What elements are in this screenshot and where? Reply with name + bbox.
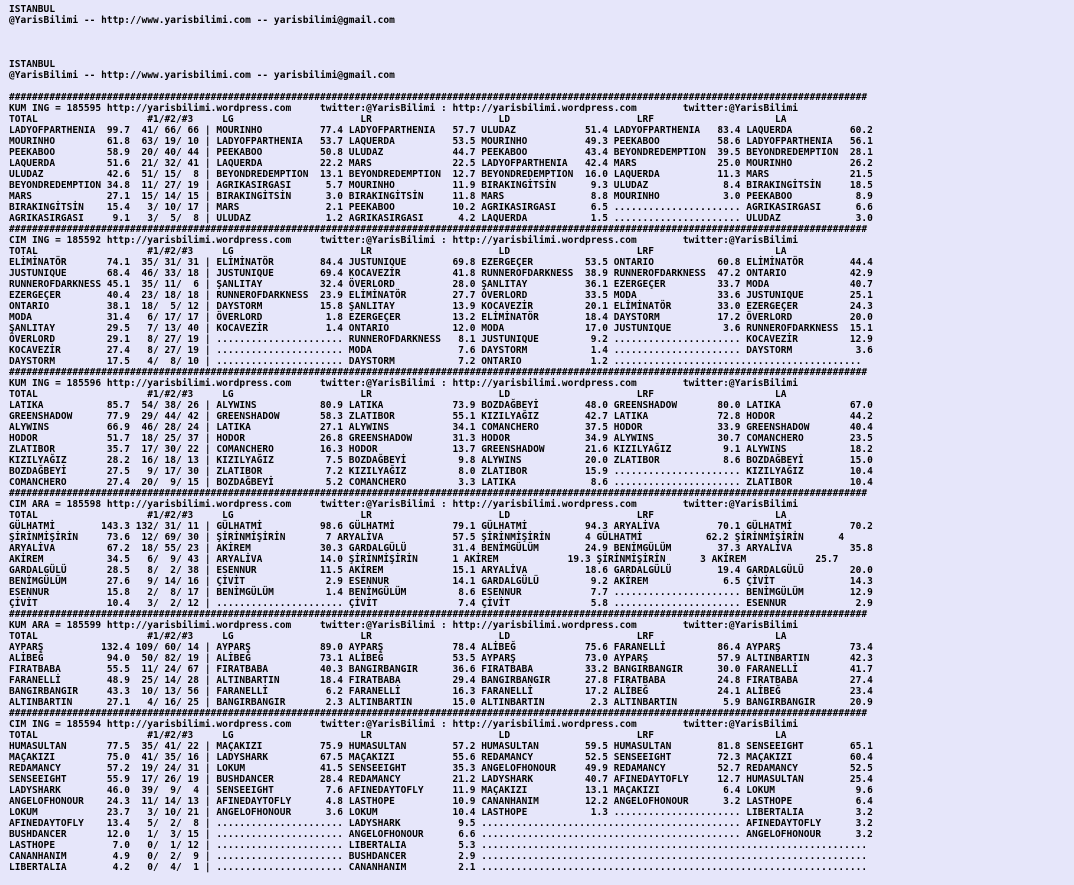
horse-row: LADYSHARK 46.0 39/ 9/ 4 | SENSEEIGHT 7.6 AFINEDAYTOFLY 11.9 MAÇAKIZI 13.1 MAÇAKIZI 6.4 LOKUM 9.6 xyxy=(9,785,873,796)
horse-row: FARANELLİ 48.9 25/ 14/ 28 | ALTINBARTIN 18.4 FIRATBABA 29.4 BANGIRBANGIR 27.8 FIRATBABA 24.8 FIRATBABA 27.4 xyxy=(9,675,873,686)
race-header-line: CIM ARA = 185598 http://yarisbilimi.wordpress.com twitter:@YarisBilimi : http://yarisbilimi.wordpress.com twitter:@YarisBilimi xyxy=(9,499,799,510)
horse-row: BEYONDREDEMPTION 34.8 11/ 27/ 19 | AGRIKASIRGASI 5.7 MOURINHO 11.9 BIRAKINGİTSİN 9.3 ULUDAZ 8.4 BIRAKINGİTSİN 18.5 xyxy=(9,180,873,191)
race-header-line: CIM ING = 185592 http://yarisbilimi.wordpress.com twitter:@YarisBilimi : http://yarisbilimi.wordpress.com twitter:@YarisBilimi xyxy=(9,235,799,246)
race-header-line: KUM ING = 185596 http://yarisbilimi.wordpress.com twitter:@YarisBilimi : http://yarisbilimi.wordpress.com twitter:@YarisBilimi xyxy=(9,378,799,389)
horse-row: ŞİRİNMİŞİRİN 73.6 12/ 69/ 30 | ŞİRİNMİŞİRİN 7 ARYALİVA 57.5 ŞİRİNMİŞİRİN 4 GÜLHATMİ 62.2 ŞİRİNMİŞİRİN 4 xyxy=(9,532,845,543)
horse-row: KOCAVEZİR 27.4 8/ 27/ 19 | ...................... MODA 7.6 DAYSTORM 1.4 ...................... DAYSTORM 3.6 xyxy=(9,345,873,356)
contact-line: @YarisBilimi -- http://www.yarisbilimi.com -- yarisbilimi@gmail.com xyxy=(9,15,395,26)
horse-row: GARDALGÜLÜ 28.5 8/ 2/ 38 | ESENNUR 11.5 AKİREM 15.1 ARYALİVA 18.6 GARDALGÜLÜ 19.4 GARDALGÜLÜ 20.0 xyxy=(9,565,873,576)
separator-line: ##################################################################################################################################################### xyxy=(9,224,868,235)
horse-row: AYPARŞ 132.4 109/ 60/ 14 | AYPARŞ 89.0 AYPARŞ 78.4 ALİBEĞ 75.6 FARANELLİ 86.4 AYPARŞ 73.4 xyxy=(9,642,873,653)
horse-row: BANGIRBANGIR 43.3 10/ 13/ 56 | FARANELLİ 6.2 FARANELLİ 16.3 FARANELLİ 17.2 ALİBEĞ 24.1 ALİBEĞ 23.4 xyxy=(9,686,873,697)
city-title: ISTANBUL xyxy=(9,59,56,70)
horse-row: ALYWINS 66.9 46/ 28/ 24 | LATIKA 27.1 ALYWINS 34.1 COMANCHERO 37.5 HODOR 33.9 GREENSHADOW 40.4 xyxy=(9,422,873,433)
horse-row: ZLATIBOR 35.7 17/ 30/ 22 | COMANCHERO 16.3 HODOR 13.7 GREENSHADOW 21.6 KIZILYAĞIZ 9.1 ALYWINS 18.2 xyxy=(9,444,873,455)
horse-row: BIRAKINGİTSİN 15.4 3/ 10/ 17 | MARS 2.1 PEEKABOO 10.2 AGRIKASIRGASI 6.5 ...................... AGRIKASIRGASI 6.6 xyxy=(9,202,873,213)
separator-line: ##################################################################################################################################################### xyxy=(9,92,868,103)
horse-row: LATIKA 85.7 54/ 38/ 26 | ALYWINS 80.9 LATIKA 73.9 BOZDAĞBEYİ 48.0 GREENSHADOW 80.0 LATIKA 67.0 xyxy=(9,400,873,411)
horse-row: HODOR 51.7 18/ 25/ 37 | HODOR 26.8 GREENSHADOW 31.3 HODOR 34.9 ALYWINS 30.7 COMANCHERO 23.5 xyxy=(9,433,873,444)
separator-line: ##################################################################################################################################################### xyxy=(9,609,868,620)
horse-row: AGRIKASIRGASI 9.1 3/ 5/ 8 | ULUDAZ 1.2 AGRIKASIRGASI 4.2 LAQUERDA 1.5 ...................... ULUDAZ 3.0 xyxy=(9,213,873,224)
column-header-line: TOTAL #1/#2/#3 LG LR LD LRF LA xyxy=(9,114,787,125)
horse-row: LASTHOPE 7.0 0/ 1/ 12 | ...................... LIBERTALIA 5.3 ................................................................... xyxy=(9,840,868,851)
horse-row: ULUDAZ 42.6 51/ 15/ 8 | BEYONDREDEMPTION 13.1 BEYONDREDEMPTION 12.7 BEYONDREDEMPTION 16.0 LAQUERDA 11.3 MARS 21.5 xyxy=(9,169,873,180)
horse-row: ALTINBARTIN 27.1 4/ 16/ 25 | BANGIRBANGIR 2.3 ALTINBARTIN 15.0 ALTINBARTIN 2.3 ALTINBARTIN 5.9 BANGIRBANGIR 20.9 xyxy=(9,697,873,708)
horse-row: MARS 27.1 15/ 14/ 15 | BIRAKINGİTSİN 3.0 BIRAKINGİTSİN 11.8 MARS 8.8 MOURINHO 3.0 PEEKABOO 8.9 xyxy=(9,191,873,202)
horse-row: BENİMGÜLÜM 27.6 9/ 14/ 16 | ÇİVİT 2.9 ESENNUR 14.1 GARDALGÜLÜ 9.2 AKİREM 6.5 ÇİVİT 14.3 xyxy=(9,576,873,587)
horse-row: CANANHANIM 4.9 0/ 2/ 9 | ...................... BUSHDANCER 2.9 ................................................................... xyxy=(9,851,868,862)
horse-row: SENSEEIGHT 55.9 17/ 26/ 19 | BUSHDANCER 28.4 REDAMANCY 21.2 LADYSHARK 40.7 AFINEDAYTOFLY 12.7 HUMASULTAN 25.4 xyxy=(9,774,873,785)
column-header-line: TOTAL #1/#2/#3 LG LR LD LRF LA xyxy=(9,631,787,642)
horse-row: HUMASULTAN 77.5 35/ 41/ 22 | MAÇAKIZI 75.9 HUMASULTAN 57.2 HUMASULTAN 59.5 HUMASULTAN 81.8 SENSEEIGHT 65.1 xyxy=(9,741,873,752)
column-header-line: TOTAL #1/#2/#3 LG LR LD LRF LA xyxy=(9,389,787,400)
column-header-line: TOTAL #1/#2/#3 LG LR LD LRF LA xyxy=(9,246,787,257)
horse-row: ŞANLITAY 29.5 7/ 13/ 40 | KOCAVEZİR 1.4 ONTARIO 12.0 MODA 17.0 JUSTUNIQUE 3.6 RUNNEROFDARKNESS 15.1 xyxy=(9,323,873,334)
horse-row: BUSHDANCER 12.0 1/ 3/ 15 | ...................... ANGELOFHONOUR 6.6 ............................................. ANGELOFHONOUR 3.2 xyxy=(9,829,873,840)
race-header-line: CIM ING = 185594 http://yarisbilimi.wordpress.com twitter:@YarisBilimi : http://yarisbilimi.wordpress.com twitter:@YarisBilimi xyxy=(9,719,799,730)
separator-line: ##################################################################################################################################################### xyxy=(9,488,868,499)
race-header-line: KUM ARA = 185599 http://yarisbilimi.wordpress.com twitter:@YarisBilimi : http://yarisbilimi.wordpress.com twitter:@YarisBilimi xyxy=(9,620,799,631)
city-title: ISTANBUL xyxy=(9,4,56,15)
horse-row: ONTARIO 38.1 18/ 5/ 12 | DAYSTORM 15.8 ŞANLITAY 13.9 KOCAVEZİR 20.1 ELİMİNATÖR 33.0 EZERGEÇER 24.3 xyxy=(9,301,873,312)
horse-row: EZERGEÇER 40.4 23/ 18/ 18 | RUNNEROFDARKNESS 23.9 ELİMİNATÖR 27.7 ÖVERLORD 33.5 MODA 33.6 JUSTUNIQUE 25.1 xyxy=(9,290,873,301)
horse-row: ESENNUR 15.8 2/ 8/ 17 | BENİMGÜLÜM 1.4 BENİMGÜLÜM 8.6 ESENNUR 7.7 ...................... BENİMGÜLÜM 12.9 xyxy=(9,587,873,598)
blank-line xyxy=(9,81,873,92)
column-header-line: TOTAL #1/#2/#3 LG LR LD LRF LA xyxy=(9,510,787,521)
horse-row: RUNNEROFDARKNESS 45.1 35/ 11/ 6 | ŞANLITAY 32.4 ÖVERLORD 28.0 ŞANLITAY 36.1 EZERGEÇER 33.7 MODA 40.7 xyxy=(9,279,873,290)
horse-row: PEEKABOO 58.9 20/ 40/ 44 | PEEKABOO 50.8 ULUDAZ 44.7 PEEKABOO 43.4 BEYONDREDEMPTION 39.5 BEYONDREDEMPTION 28.1 xyxy=(9,147,873,158)
blank-line xyxy=(9,48,873,59)
separator-line: ##################################################################################################################################################### xyxy=(9,708,868,719)
horse-row: LAQUERDA 51.6 21/ 32/ 41 | LAQUERDA 22.2 MARS 22.5 LADYOFPARTHENIA 42.4 MARS 25.0 MOURINHO 26.2 xyxy=(9,158,873,169)
column-header-line: TOTAL #1/#2/#3 LG LR LD LRF LA xyxy=(9,730,787,741)
horse-row: GÜLHATMİ 143.3 132/ 31/ 11 | GÜLHATMİ 98.6 GÜLHATMİ 79.1 GÜLHATMİ 94.3 ARYALİVA 70.1 GÜLHATMİ 70.2 xyxy=(9,521,873,532)
horse-row: LOKUM 23.7 3/ 10/ 21 | ANGELOFHONOUR 3.6 LOKUM 10.4 LASTHOPE 1.3 ...................... LIBERTALIA 3.2 xyxy=(9,807,873,818)
horse-row: DAYSTORM 17.5 4/ 8/ 10 | ...................... DAYSTORM 7.2 ONTARIO 1.2 ........................................... xyxy=(9,356,862,367)
horse-row: GREENSHADOW 77.9 29/ 44/ 42 | GREENSHADOW 58.3 ZLATIBOR 55.1 KIZILYAĞIZ 42.7 LATIKA 72.8 HODOR 44.2 xyxy=(9,411,873,422)
horse-row: ELİMİNATÖR 74.1 35/ 31/ 31 | ELİMİNATÖR 84.4 JUSTUNIQUE 69.8 EZERGEÇER 53.5 ONTARIO 60.8 ELİMİNATÖR 44.4 xyxy=(9,257,873,268)
horse-row: COMANCHERO 27.4 20/ 9/ 15 | BOZDAĞBEYİ 5.2 COMANCHERO 3.3 LATIKA 8.6 ...................... ZLATIBOR 10.4 xyxy=(9,477,873,488)
separator-line: ##################################################################################################################################################### xyxy=(9,367,868,378)
race-report-text xyxy=(9,4,873,873)
horse-row: LIBERTALIA 4.2 0/ 4/ 1 | ...................... CANANHANIM 2.1 ................................................................... xyxy=(9,862,868,873)
horse-row: ÇİVİT 10.4 3/ 2/ 12 | ...................... ÇİVİT 7.4 ÇİVİT 5.8 ...................... ESENNUR 2.9 xyxy=(9,598,873,609)
horse-row: REDAMANCY 57.2 19/ 24/ 31 | LOKUM 41.5 SENSEEIGHT 35.3 ANGELOFHONOUR 49.9 REDAMANCY 52.7 REDAMANCY 52.5 xyxy=(9,763,873,774)
horse-row: ALİBEĞ 94.0 50/ 82/ 19 | ALİBEĞ 73.1 ALİBEĞ 53.5 AYPARŞ 73.0 AYPARŞ 57.9 ALTINBARTIN 42.3 xyxy=(9,653,873,664)
horse-row: LADYOFPARTHENIA 99.7 41/ 66/ 66 | MOURINHO 77.4 LADYOFPARTHENIA 57.7 ULUDAZ 51.4 LADYOFPARTHENIA 83.4 LAQUERDA 60.2 xyxy=(9,125,873,136)
race-header-line: KUM ING = 185595 http://yarisbilimi.wordpress.com twitter:@YarisBilimi : http://yarisbilimi.wordpress.com twitter:@YarisBilimi xyxy=(9,103,799,114)
horse-row: ÖVERLORD 29.1 8/ 27/ 19 | ...................... RUNNEROFDARKNESS 8.1 JUSTUNIQUE 9.2 ...................... KOCAVEZİR 12.9 xyxy=(9,334,873,345)
blank-line xyxy=(9,37,873,48)
horse-row: JUSTUNIQUE 68.4 46/ 33/ 18 | JUSTUNIQUE 69.4 KOCAVEZİR 41.8 RUNNEROFDARKNESS 38.9 RUNNEROFDARKNESS 47.2 ONTARIO 42.9 xyxy=(9,268,873,279)
horse-row: AFINEDAYTOFLY 13.4 5/ 2/ 8 | ...................... LADYSHARK 9.5 ............................................. AFINEDAYTOFLY 3.2 xyxy=(9,818,873,829)
blank-line xyxy=(9,26,873,37)
horse-row: MAÇAKIZI 75.0 41/ 35/ 16 | LADYSHARK 67.5 MAÇAKIZI 55.6 REDAMANCY 52.5 SENSEEIGHT 72.3 MAÇAKIZI 60.4 xyxy=(9,752,873,763)
horse-row: ANGELOFHONOUR 24.3 11/ 14/ 13 | AFINEDAYTOFLY 4.8 LASTHOPE 10.9 CANANHANIM 12.2 ANGELOFHONOUR 3.2 LASTHOPE 6.4 xyxy=(9,796,873,807)
horse-row: BOZDAĞBEYİ 27.5 9/ 17/ 30 | ZLATIBOR 7.2 KIZILYAĞIZ 8.0 ZLATIBOR 15.9 ...................... KIZILYAĞIZ 10.4 xyxy=(9,466,873,477)
contact-line: @YarisBilimi -- http://www.yarisbilimi.com -- yarisbilimi@gmail.com xyxy=(9,70,395,81)
horse-row: MOURINHO 61.8 63/ 19/ 10 | LADYOFPARTHENIA 53.7 LAQUERDA 53.5 MOURINHO 49.3 PEEKABOO 58.6 LADYOFPARTHENIA 56.1 xyxy=(9,136,873,147)
horse-row: ARYALİVA 67.2 18/ 55/ 23 | AKİREM 30.3 GARDALGÜLÜ 31.4 BENİMGÜLÜM 24.9 BENİMGÜLÜM 37.3 ARYALİVA 35.8 xyxy=(9,543,873,554)
horse-row: FIRATBABA 55.5 11/ 24/ 67 | FIRATBABA 40.3 BANGIRBANGIR 36.6 FIRATBABA 33.2 BANGIRBANGIR 30.0 FARANELLİ 41.7 xyxy=(9,664,873,675)
horse-row: AKİREM 34.5 6/ 9/ 43 | ARYALİVA 14.0 ŞİRİNMİŞİRİN 1 AKİREM 19.3 ŞİRİNMİŞİRİN 3 AKİREM 25.7 xyxy=(9,554,839,565)
horse-row: KIZILYAĞIZ 28.2 16/ 18/ 13 | KIZILYAĞIZ 7.5 BOZDAĞBEYİ 9.8 ALYWINS 20.0 ZLATIBOR 8.6 BOZDAĞBEYİ 15.0 xyxy=(9,455,873,466)
horse-row: MODA 31.4 6/ 17/ 17 | ÖVERLORD 1.8 EZERGEÇER 13.2 ELİMİNATÖR 18.4 DAYSTORM 17.2 ÖVERLORD 20.0 xyxy=(9,312,873,323)
